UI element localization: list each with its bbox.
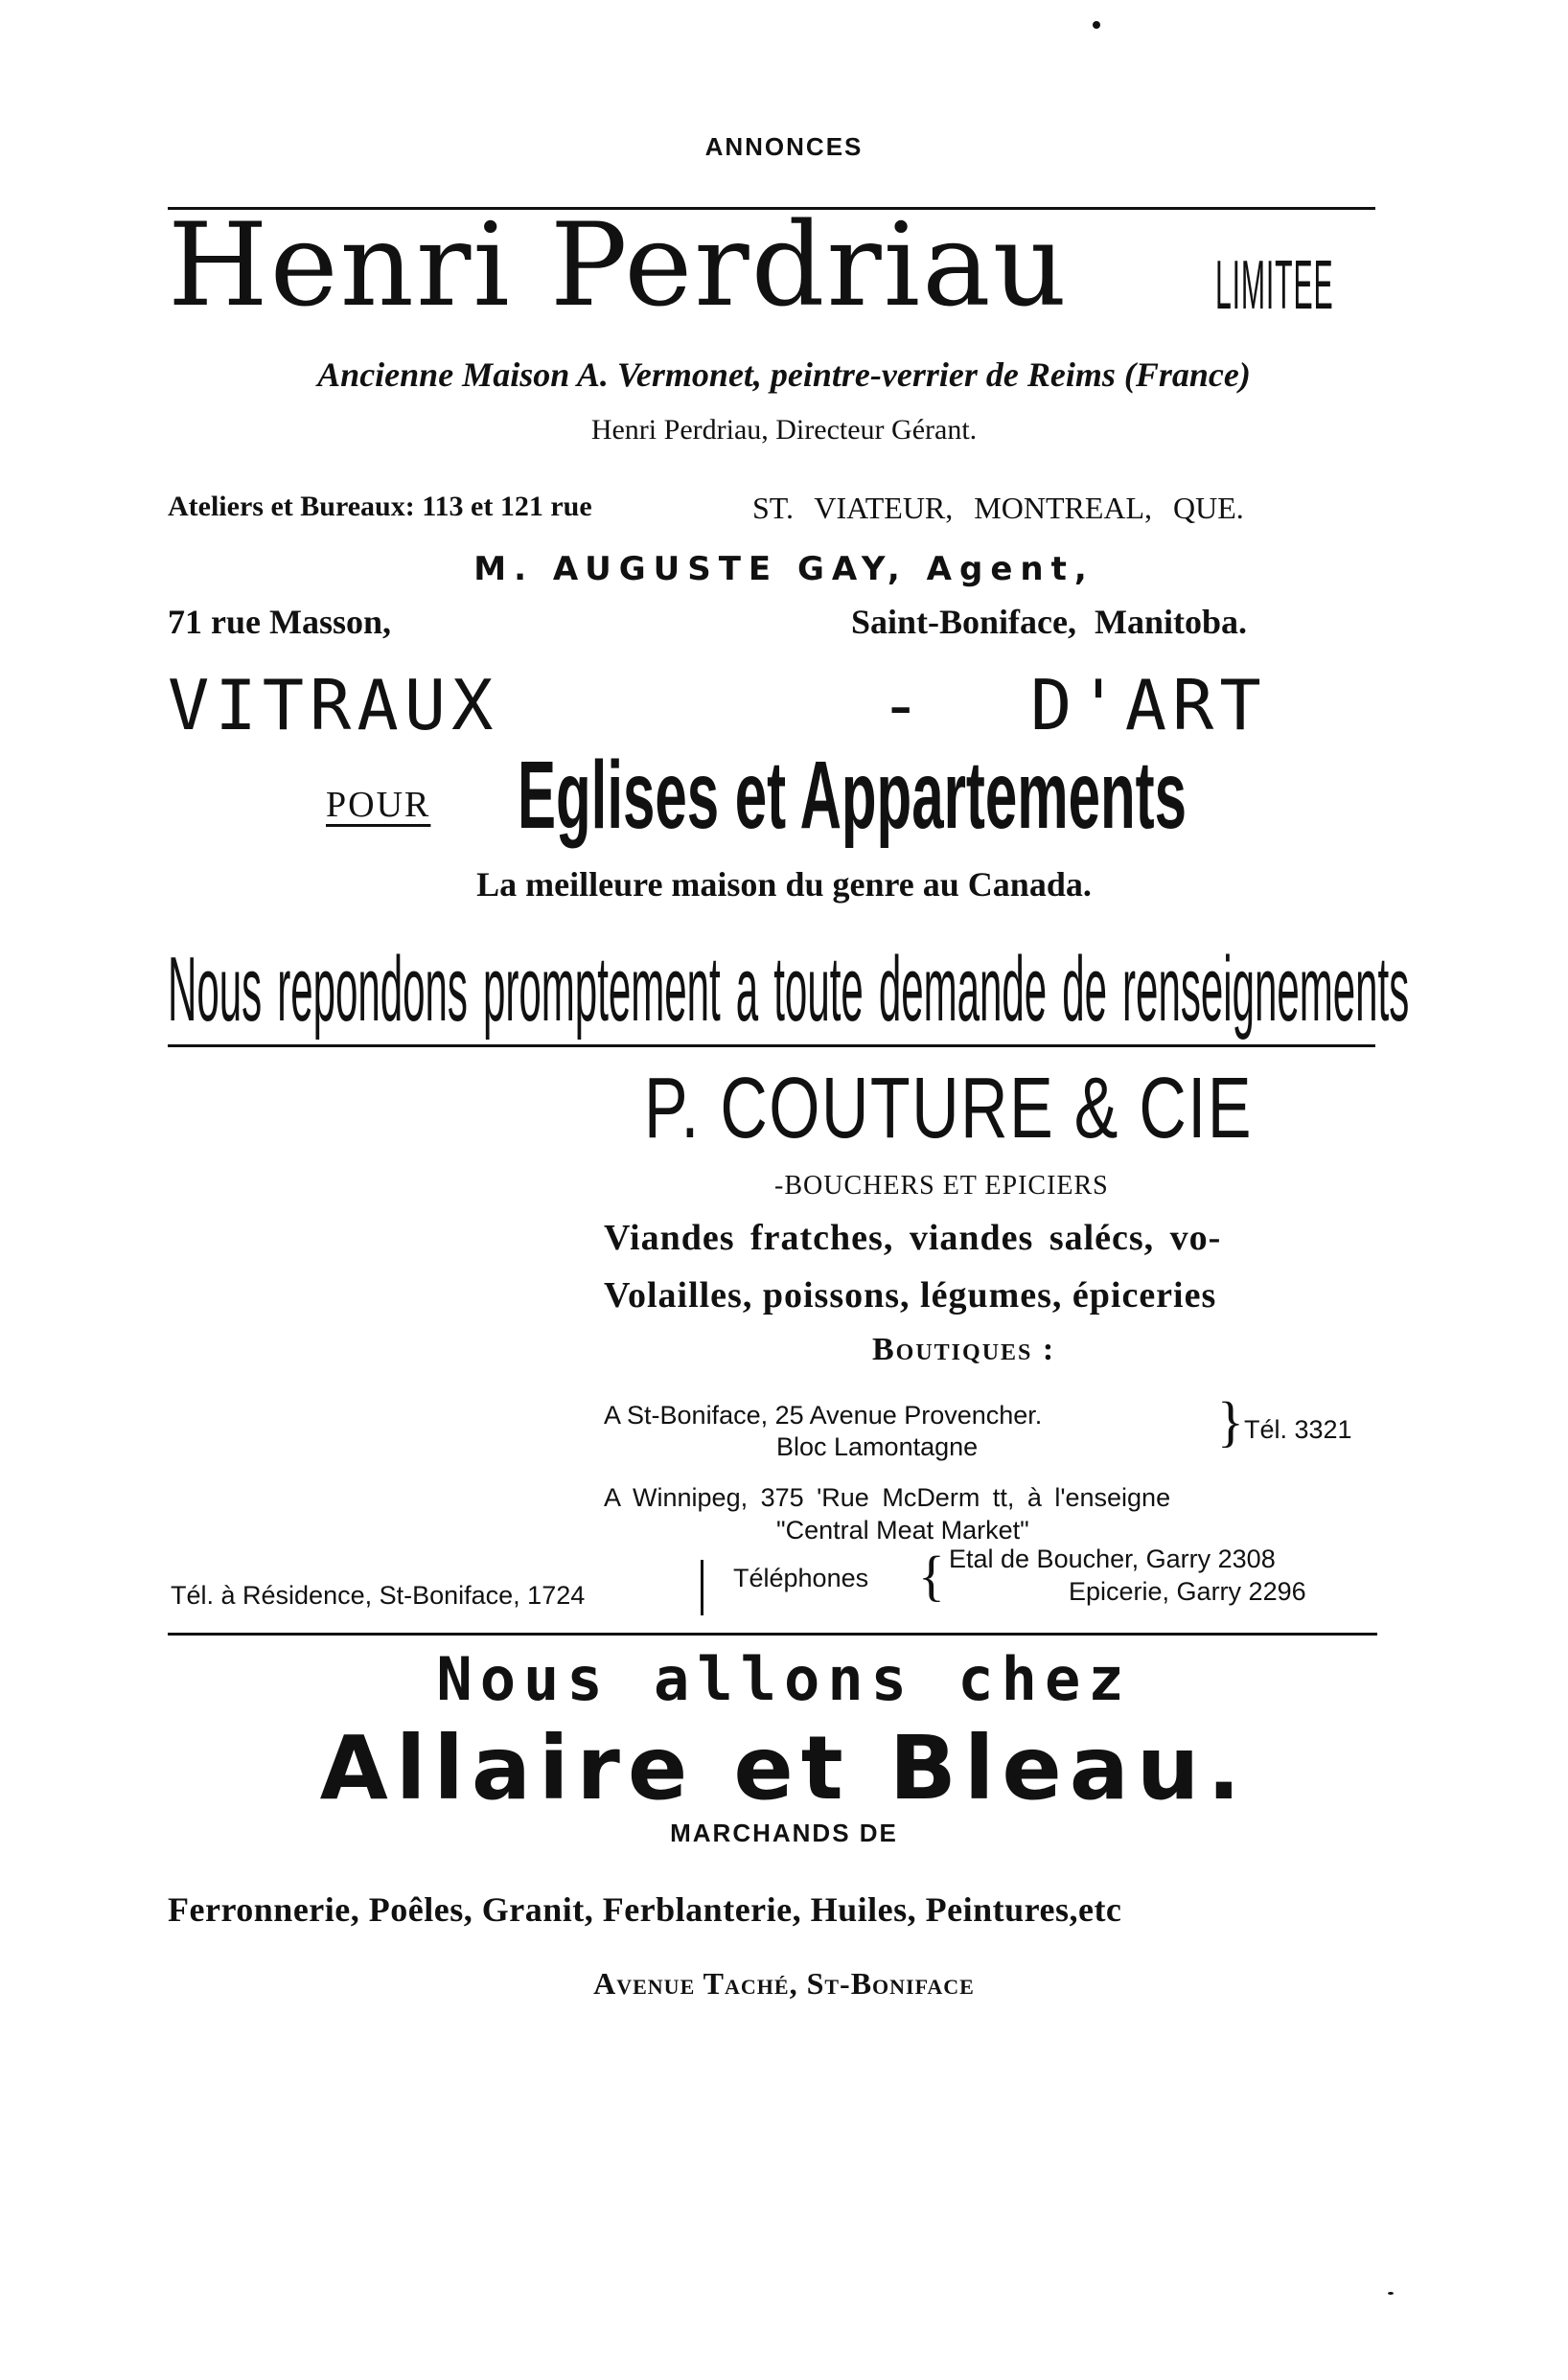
perdriau-history: Ancienne Maison A. Vermonet, peintre-verrier de Reims (France)	[317, 355, 1251, 394]
perdriau-workshops-address: ST. VIATEUR, MONTREAL, QUE.	[752, 491, 1244, 525]
couture-company-name: P. COUTURE & CIE	[644, 1061, 1253, 1156]
dart-heading: D'ART	[1030, 665, 1267, 745]
phone-grocery: Epicerie, Garry 2296	[1069, 1577, 1306, 1606]
ink-speck	[1388, 2292, 1394, 2295]
telephones-label: Téléphones	[733, 1564, 869, 1592]
phone-butcher: Etal de Boucher, Garry 2308	[949, 1545, 1276, 1573]
boniface-shop-phone: Tél. 3321	[1244, 1415, 1352, 1444]
allaire-intro: Nous allons chez	[436, 1644, 1132, 1714]
divider	[168, 1633, 1377, 1636]
perdriau-limitee: LIMITEE	[1215, 247, 1334, 324]
ink-speck	[1093, 21, 1100, 29]
allaire-trade: MARCHANDS DE	[670, 1819, 898, 1847]
perdriau-workshops-label: Ateliers et Bureaux: 113 et 121 rue	[168, 491, 592, 522]
brace: }	[1217, 1390, 1244, 1453]
boniface-shop-building: Bloc Lamontagne	[776, 1432, 979, 1461]
vitraux-heading: VITRAUX	[168, 665, 499, 745]
couture-shops-heading: Boutiques :	[872, 1332, 1056, 1367]
page-header: ANNONCES	[704, 132, 864, 161]
allaire-products: Ferronnerie, Poêles, Granit, Ferblanterie, Huiles, Peintures,etc	[168, 1890, 1122, 1929]
perdriau-tagline: La meilleure maison du genre au Canada.	[476, 865, 1092, 904]
boniface-shop-address: A St-Boniface, 25 Avenue Provencher.	[604, 1401, 1043, 1430]
brace: {	[918, 1545, 945, 1607]
allaire-address: Avenue Taché, St-Boniface	[593, 1966, 975, 2001]
couture-products-line1: Viandes fratches, viandes salécs, vo-	[604, 1218, 1222, 1258]
phone-residence: Tél. à Résidence, St-Boniface, 1724	[171, 1581, 586, 1610]
couture-products-line2: Volailles, poissons, légumes, épiceries	[604, 1275, 1217, 1316]
perdriau-agent: M. AUGUSTE GAY, Agent,	[473, 550, 1095, 588]
agent-street-address: 71 rue Masson,	[168, 603, 391, 641]
winnipeg-shop-sign: "Central Meat Market"	[776, 1516, 1029, 1545]
allaire-company-name: Allaire et Bleau.	[319, 1717, 1249, 1819]
perdriau-company-name: Henri Perdriau	[168, 199, 1069, 332]
winnipeg-shop-address: A Winnipeg, 375 'Rue McDerm tt, à l'enseigne	[604, 1483, 1171, 1512]
eglises-heading: Eglises et Appartements	[518, 742, 1188, 849]
couture-trade: -BOUCHERS ET EPICIERS	[774, 1171, 1109, 1201]
agent-city-address: Saint-Boniface, Manitoba.	[851, 603, 1248, 641]
pour-label: POUR	[326, 785, 431, 825]
perdriau-inquiry-line: Nous repondons promptement a toute demande de renseignements	[168, 938, 1410, 1041]
vitraux-dash: -	[880, 665, 922, 745]
perdriau-director: Henri Perdriau, Directeur Gérant.	[590, 414, 978, 446]
separator-bar	[701, 1560, 703, 1615]
divider	[168, 1044, 1375, 1047]
